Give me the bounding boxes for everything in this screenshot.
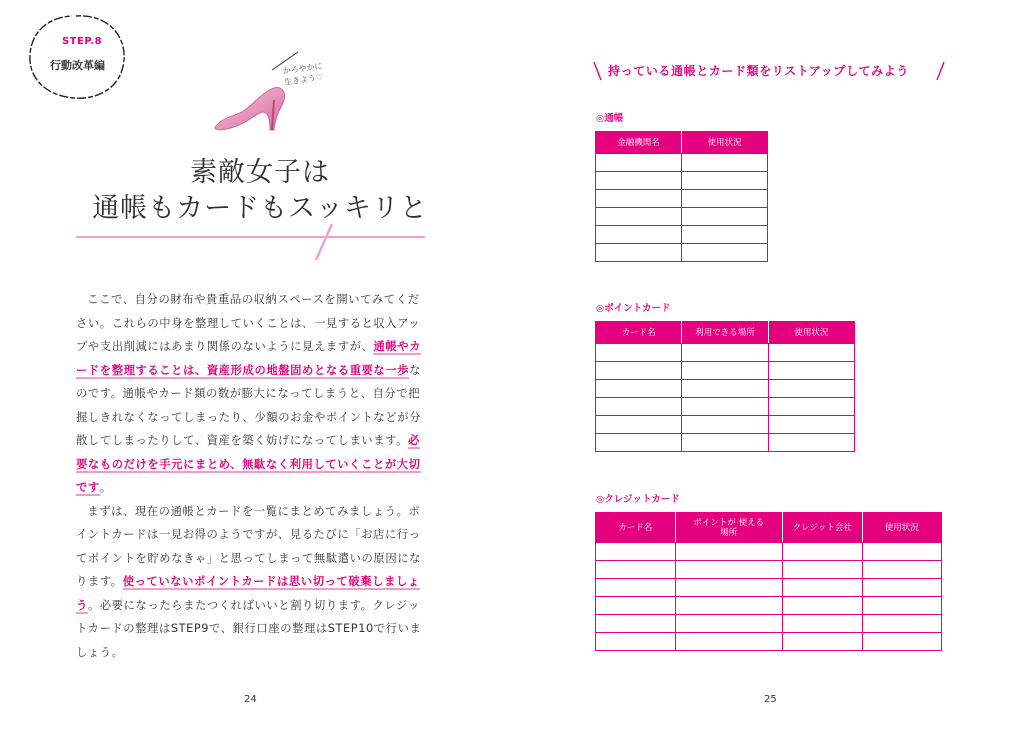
input-cell[interactable] (596, 416, 682, 434)
input-cell[interactable] (682, 154, 768, 172)
column-header: 使用状況 (768, 322, 854, 344)
input-cell[interactable] (675, 543, 783, 561)
column-header: 利用できる場所 (682, 322, 768, 344)
input-cell[interactable] (675, 633, 783, 651)
title-line-1: 素敵女子は (190, 157, 330, 188)
column-header: ポイントが 使える場所 (675, 513, 783, 543)
table-row (596, 615, 942, 633)
body-text (76, 288, 426, 664)
page-title (60, 155, 460, 227)
input-cell[interactable] (596, 597, 676, 615)
input-cell[interactable] (596, 208, 682, 226)
column-header: 金融機関名 (596, 132, 682, 154)
input-cell[interactable] (675, 579, 783, 597)
input-cell[interactable] (862, 543, 942, 561)
p2-text-a: まずは、現在の通帳とカードを一覧にまとめてみましょう。ポイントカードは一見お得のようですが、見るたびに「お店に行ってポイントを貯めなきゃ」と思ってしまって無駄遣いの原因になります。 (76, 504, 422, 588)
input-cell[interactable] (682, 380, 768, 398)
input-cell[interactable] (783, 597, 863, 615)
input-cell[interactable] (783, 633, 863, 651)
input-cell[interactable] (596, 561, 676, 579)
point-card-table (595, 321, 855, 452)
input-cell[interactable] (862, 579, 942, 597)
p1-highlight-2: 必要なものだけを手元にまとめ、無駄なく利用していくことが大切です (76, 434, 421, 494)
input-cell[interactable] (682, 434, 768, 452)
title-underline (76, 236, 425, 238)
table-row (596, 597, 942, 615)
input-cell[interactable] (596, 380, 682, 398)
input-cell[interactable] (682, 190, 768, 208)
p1-text-b: なのです。通帳やカード類の数が膨大になってしまうと、自分で把握しきれなくなってしまったり、少額のお金やポイントなどが分散してしまったりして、資産を築く妨げになってしまいます。 (76, 363, 422, 447)
caption-line-1: かろやかに (282, 61, 324, 76)
step-badge (22, 10, 130, 100)
input-cell[interactable] (682, 398, 768, 416)
p1-text-c: 。 (99, 481, 112, 494)
input-cell[interactable] (768, 398, 854, 416)
column-header: カード名 (596, 513, 676, 543)
input-cell[interactable] (596, 362, 682, 380)
heading-slash-left-icon (592, 60, 604, 82)
input-cell[interactable] (596, 633, 676, 651)
input-cell[interactable] (596, 226, 682, 244)
table-row (596, 416, 855, 434)
input-cell[interactable] (596, 579, 676, 597)
table-row (596, 434, 855, 452)
section-label-point-card: ◎ポイントカード (596, 303, 671, 314)
title-slash-icon (300, 222, 340, 262)
high-heel-icon (212, 82, 292, 134)
input-cell[interactable] (596, 398, 682, 416)
table-row (596, 579, 942, 597)
table-header-row (596, 132, 768, 154)
input-cell[interactable] (596, 434, 682, 452)
table-row (596, 633, 942, 651)
input-cell[interactable] (768, 416, 854, 434)
input-cell[interactable] (862, 561, 942, 579)
page-number-left: 24 (244, 694, 257, 705)
input-cell[interactable] (682, 416, 768, 434)
table-row (596, 244, 768, 262)
table-header-row (596, 513, 942, 543)
input-cell[interactable] (682, 344, 768, 362)
input-cell[interactable] (682, 172, 768, 190)
table-header-row (596, 322, 855, 344)
paragraph-1 (76, 288, 426, 500)
table-row (596, 344, 855, 362)
input-cell[interactable] (596, 344, 682, 362)
input-cell[interactable] (768, 362, 854, 380)
p1-text-a: ここで、自分の財布や貴重品の収納スペースを開いてみてください。これらの中身を整理していくことは、一見すると収入アップや支出削減にはあまり関係のないように見えますが、 (76, 293, 421, 353)
input-cell[interactable] (675, 597, 783, 615)
input-cell[interactable] (682, 226, 768, 244)
section-label-passbook: ◎通帳 (596, 113, 624, 124)
page-number-right: 25 (764, 694, 777, 705)
credit-card-table (595, 512, 942, 651)
list-heading: 持っている通帳とカード類をリストアップしてみよう (608, 64, 909, 78)
input-cell[interactable] (768, 380, 854, 398)
heading-slash-right-icon (934, 60, 946, 82)
title-line-2: 通帳もカードもスッキリと (92, 193, 428, 224)
p2-highlight: 使っていないポイントカードは思い切って破棄しましょう (76, 575, 420, 612)
step-label: 行動改革編 (50, 59, 105, 72)
input-cell[interactable] (596, 543, 676, 561)
input-cell[interactable] (783, 579, 863, 597)
input-cell[interactable] (596, 244, 682, 262)
input-cell[interactable] (675, 615, 783, 633)
table-row (596, 362, 855, 380)
table-row (596, 172, 768, 190)
caption-line-2: 生きよう♡ (283, 72, 324, 87)
input-cell[interactable] (783, 561, 863, 579)
input-cell[interactable] (768, 434, 854, 452)
table-row (596, 208, 768, 226)
p1-highlight-1: 通帳やカードを整理することは、資産形成の地盤固めとなる重要な一歩 (76, 340, 422, 377)
input-cell[interactable] (783, 543, 863, 561)
table-row (596, 154, 768, 172)
table-row (596, 190, 768, 208)
table-row (596, 226, 768, 244)
table-row (596, 398, 855, 416)
table-row (596, 561, 942, 579)
input-cell[interactable] (783, 615, 863, 633)
column-header: カード名 (596, 322, 682, 344)
table-row (596, 543, 942, 561)
p2-text-b: 。必要になったらまたつくればいいと割り切ります。クレジットカードの整理はSTEP9で、銀行口座の整理はSTEP10で行いましょう。 (76, 598, 422, 659)
step-number: STEP.8 (62, 36, 103, 47)
column-header: クレジット会社 (783, 513, 863, 543)
passbook-table (595, 131, 768, 262)
input-cell[interactable] (596, 154, 682, 172)
input-cell[interactable] (862, 633, 942, 651)
input-cell[interactable] (682, 362, 768, 380)
badge-circle-icon (22, 10, 130, 102)
input-cell[interactable] (768, 344, 854, 362)
input-cell[interactable] (675, 561, 783, 579)
right-page (510, 0, 1020, 736)
column-header: 使用状況 (862, 513, 942, 543)
input-cell[interactable] (682, 208, 768, 226)
section-label-credit-card: ◎クレジットカード (596, 494, 680, 505)
input-cell[interactable] (862, 597, 942, 615)
paragraph-2 (76, 500, 426, 665)
input-cell[interactable] (682, 244, 768, 262)
input-cell[interactable] (862, 615, 942, 633)
table-row (596, 380, 855, 398)
input-cell[interactable] (596, 615, 676, 633)
column-header: 使用状況 (682, 132, 768, 154)
input-cell[interactable] (596, 172, 682, 190)
input-cell[interactable] (596, 190, 682, 208)
